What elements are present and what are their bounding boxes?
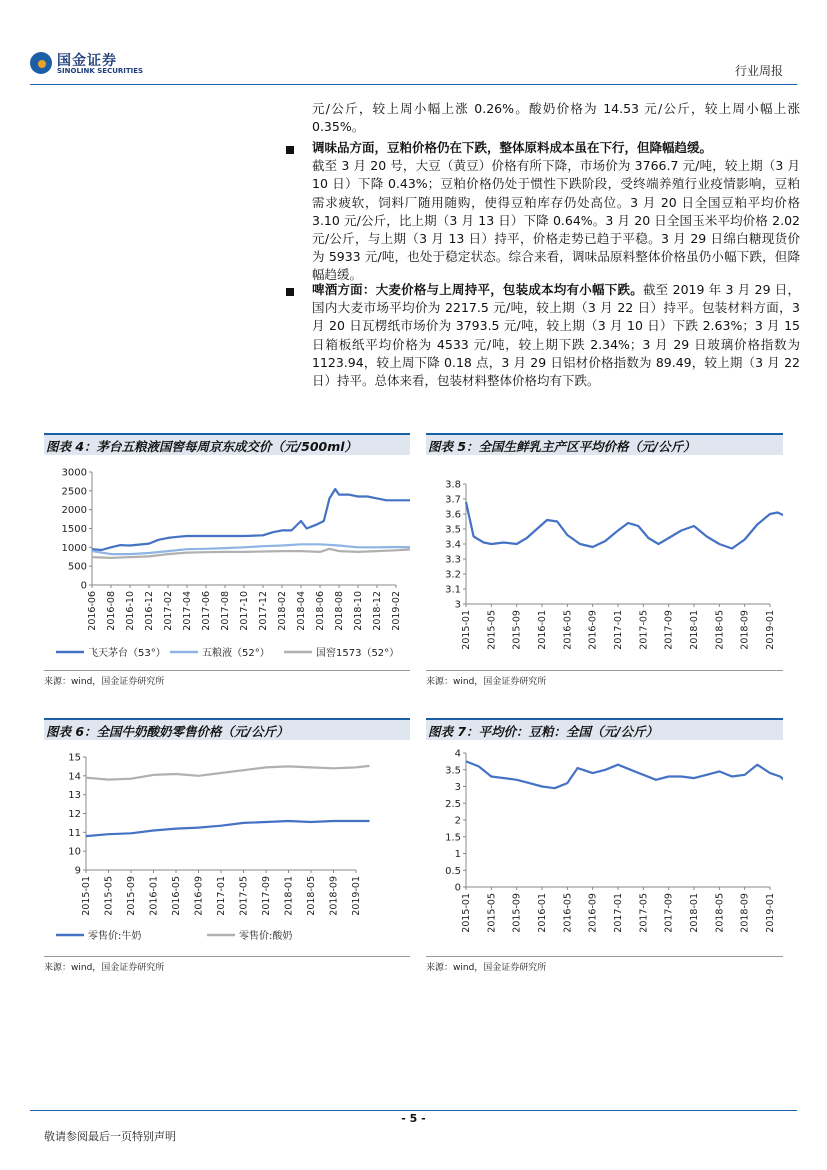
figure-6-title: 图表 6：全国牛奶酸奶零售价格（元/公斤） [44,718,410,740]
y-tick-label: 3.8 [445,479,461,491]
y-tick-label: 15 [68,752,81,764]
series-line-1 [466,761,783,788]
x-tick-label: 2016-06 [87,591,98,631]
x-tick-label: 2017-09 [261,876,272,916]
x-tick-label: 2015-01 [461,610,472,650]
x-tick-label: 2018-12 [372,591,383,631]
x-tick-label: 2016-08 [106,591,117,631]
x-tick-label: 2015-09 [126,876,137,916]
y-tick-label: 3 [454,599,461,611]
company-logo [30,50,160,80]
y-tick-label: 3.6 [445,509,461,521]
x-tick-label: 2018-01 [689,610,700,650]
y-tick-label: 3.2 [445,569,461,581]
y-tick-label: 4 [454,748,461,760]
y-tick-label: 0 [454,882,461,894]
x-tick-label: 2017-04 [182,591,193,631]
figure-4-source: 来源：wind，国金证券研究所 [44,670,410,687]
y-tick-label: 3.4 [445,539,461,551]
x-tick-label: 2017-09 [663,610,675,650]
x-tick-label: 2017-01 [613,610,624,650]
y-tick-label: 13 [68,790,81,802]
logo-text-en: SINOLINK SECURITIES [57,67,144,75]
x-tick-label: 2019-01 [351,876,362,916]
x-tick-label: 2017-05 [238,876,250,916]
y-tick-label: 1500 [61,524,87,535]
y-tick-label: 14 [68,771,81,783]
x-tick-label: 2015-01 [81,876,92,916]
y-tick-label: 2000 [61,505,87,517]
x-tick-label: 2015-09 [511,893,523,933]
x-tick-label: 2018-06 [315,591,326,631]
x-tick-label: 2018-09 [328,876,340,916]
header-divider [30,84,797,85]
series-line-1 [92,489,410,550]
paragraph-dairy: 元/公斤，较上周小幅上涨 0.26%。酸奶价格为 14.53 元/公斤，较上周小幅上涨 0.35%。 [312,101,800,135]
figure-5-chart [426,460,783,668]
x-tick-label: 2016-01 [537,893,548,933]
paragraph-seasoning [312,139,800,285]
x-tick-label: 2018-05 [306,876,317,916]
x-tick-label: 2017-09 [663,893,675,933]
bullet-icon [286,146,294,154]
y-tick-label: 2 [454,815,461,827]
x-tick-label: 2016-05 [562,610,574,650]
series-line-2 [86,766,370,780]
x-tick-label: 2017-02 [163,591,174,631]
series-line-1 [86,821,370,836]
legend-label: 飞天茅台（53°） [88,648,166,659]
y-tick-label: 3.3 [445,554,461,566]
x-tick-label: 2017-10 [239,591,250,631]
y-tick-label: 0.5 [445,865,461,877]
y-tick-label: 1 [454,849,461,860]
series-line-1 [466,502,783,549]
page-number: - 5 - [401,1112,426,1125]
paragraph-beer-body: 截至 2019 年 3 月 29 日，国内大麦市场平均价为 2217.5 元/吨，较上期（3 月 22 日）持平。包装材料方面，3 月 20 日瓦楞纸市场价为 3793.5 元/吨，较上期（3 月 10 日）下跌 2.63%；3 月 15 日箱板纸平均价格为 4533 元/吨，较上期下跌 2.34%；3 月 29 日玻璃价格指数为 1123.94，较上周下降 0.18 点，3 月 29 日铝材价格指数为 89.49，较上期（3 月 22 日）持平。总体来看，包装材料整体价格均有下跌。 [312,282,800,389]
figure-5-title: 图表 5：全国生鲜乳主产区平均价格（元/公斤） [426,433,783,455]
y-tick-label: 10 [68,846,81,858]
report-type: 行业周报 [734,64,783,78]
x-tick-label: 2016-05 [171,876,182,916]
x-tick-label: 2017-05 [638,893,650,933]
x-tick-label: 2016-01 [537,610,548,650]
x-tick-label: 2018-09 [739,893,751,933]
footer-disclaimer: 敬请参阅最后一页特别声明 [44,1130,176,1143]
legend-label: 零售价:牛奶 [88,931,142,942]
logo-mark-icon [30,52,52,74]
y-tick-label: 2.5 [445,798,461,810]
figure-5-source: 来源：wind，国金证券研究所 [426,670,783,687]
x-tick-label: 2017-08 [220,591,231,631]
x-tick-label: 2015-09 [511,610,523,650]
x-tick-label: 2018-05 [714,893,726,933]
x-tick-label: 2017-01 [613,893,624,933]
y-tick-label: 3 [454,782,461,793]
x-tick-label: 2016-01 [148,876,160,916]
x-tick-label: 2016-05 [562,893,574,933]
x-tick-label: 2019-01 [765,610,776,650]
y-tick-label: 9 [74,865,81,877]
x-tick-label: 2018-01 [689,893,700,933]
x-tick-label: 2018-02 [277,591,288,631]
y-tick-label: 3.7 [445,494,461,506]
x-tick-label: 2016-12 [144,591,155,631]
x-tick-label: 2016-09 [587,893,599,933]
figure-7-source: 来源：wind，国金证券研究所 [426,956,783,973]
x-tick-label: 2017-12 [258,591,269,631]
x-tick-label: 2018-09 [739,610,751,650]
logo-text-cn: 国金证券 [57,53,117,69]
y-tick-label: 0 [80,580,87,592]
footer-divider [30,1110,797,1111]
paragraph-beer [312,281,800,390]
x-tick-label: 2015-05 [486,893,498,933]
x-tick-label: 2017-01 [216,876,227,916]
legend-label: 国窖1573（52°） [316,648,400,659]
x-tick-label: 2016-10 [125,591,136,631]
x-tick-label: 2017-05 [638,610,650,650]
figure-4-chart [44,460,410,668]
figure-7-title: 图表 7：平均价：豆粕：全国（元/公斤） [426,718,783,740]
y-tick-label: 3000 [61,467,87,479]
x-tick-label: 2019-01 [765,893,776,933]
y-tick-label: 3.5 [445,765,461,777]
y-tick-label: 1.5 [445,832,461,844]
x-tick-label: 2018-04 [296,591,307,631]
figure-6-chart [44,745,410,953]
y-tick-label: 2500 [61,486,87,498]
x-tick-label: 2016-09 [587,610,599,650]
figure-7-chart [426,745,783,953]
y-tick-label: 3.5 [445,524,461,536]
y-tick-label: 12 [68,809,81,820]
y-tick-label: 3.1 [445,584,461,596]
y-tick-label: 1000 [61,542,87,554]
legend-label: 五粮液（52°） [202,648,270,659]
figure-6-source: 来源：wind，国金证券研究所 [44,956,410,973]
x-tick-label: 2015-05 [103,876,115,916]
x-tick-label: 2019-02 [391,591,402,631]
x-tick-label: 2018-05 [714,610,726,650]
x-tick-label: 2017-06 [201,591,212,631]
x-tick-label: 2015-05 [486,610,498,650]
x-tick-label: 2015-01 [461,893,472,933]
paragraph-seasoning-body: 截至 3 月 20 号，大豆（黄豆）价格有所下降，市场价为 3766.7 元/吨，较上期（3 月 10 日）下降 0.43%；豆粕价格仍处于惯性下跌阶段，受终端养殖行业疫情影响，豆粕需求疲软，饲料厂随用随购，使得豆粕库存仍处高位。3 月 20 日全国豆粕平均价格 3.10 元/公斤，比上期（3 月 13 日）下降 0.64%。3 月 20 日全国玉米平均价格 2.02 元/公斤，与上期（3 月 13 日）持平，价格走势已趋于平稳。3 月 29 日绵白糖现货价为 5933 元/吨，也处于稳定状态。综合来看，调味品原料整体价格虽仍小幅下跌，但降幅趋缓。 [312,158,800,283]
legend-label: 零售价:酸奶 [239,931,293,942]
paragraph-beer-heading: 啤酒方面：大麦价格与上周持平，包装成本均有小幅下跌。 [312,282,643,297]
paragraph-seasoning-heading: 调味品方面，豆粕价格仍在下跌，整体原料成本虽在下行，但降幅趋缓。 [312,140,713,155]
bullet-icon [286,288,294,296]
figure-4-title: 图表 4：茅台五粮液国窖每周京东成交价（元/500ml） [44,433,410,455]
x-tick-label: 2018-08 [334,591,345,631]
y-tick-label: 11 [68,827,81,839]
x-tick-label: 2016-09 [193,876,205,916]
x-tick-label: 2018-10 [353,591,364,631]
y-tick-label: 500 [67,561,87,573]
x-tick-label: 2018-01 [283,876,295,916]
